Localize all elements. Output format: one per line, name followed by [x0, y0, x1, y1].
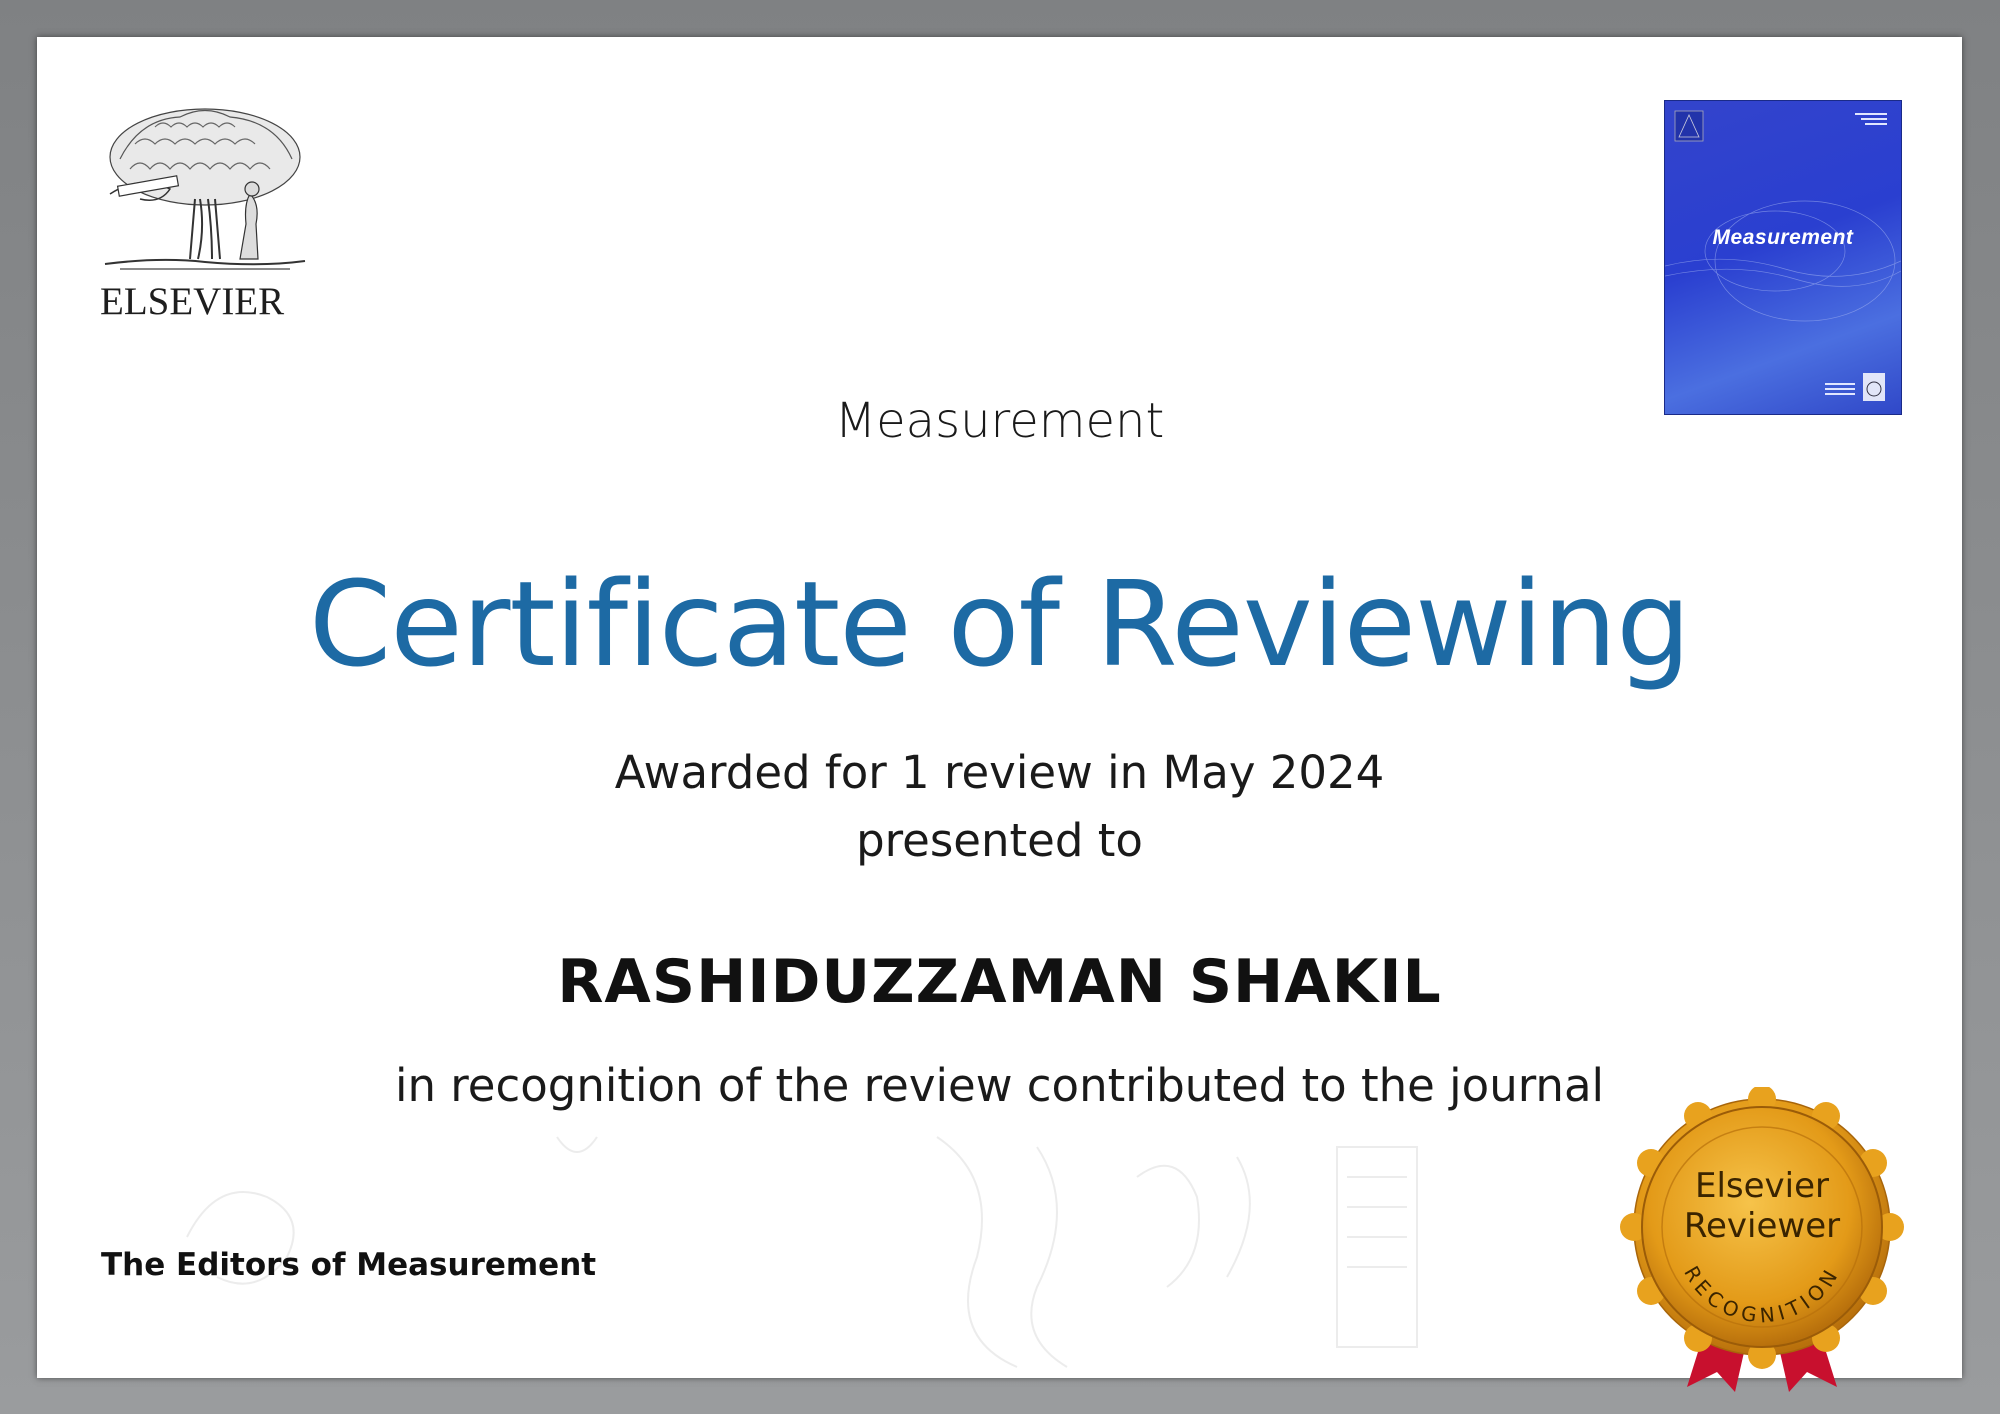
elsevier-logo [100, 99, 310, 323]
recipient-name: RASHIDUZZAMAN SHAKIL [557, 947, 1442, 1017]
reviewer-recognition-seal-icon [1617, 1087, 1907, 1397]
presented-line: presented to [856, 814, 1143, 867]
awarded-line: Awarded for 1 review in May 2024 [614, 746, 1385, 799]
elsevier-wordmark: ELSEVIER [100, 280, 285, 323]
journal-cover-icon [1665, 101, 1901, 414]
journal-cover [1664, 100, 1902, 415]
seal-ring-text: RECOGNITION [1679, 1261, 1845, 1328]
journal-name: Measurement [834, 393, 1165, 449]
seal-line2: Reviewer [1683, 1206, 1841, 1246]
seal-line1: Elsevier [1694, 1166, 1830, 1206]
journal-cover-title: Measurement [1712, 226, 1854, 249]
recognition-line: in recognition of the review contributed to the journal [394, 1059, 1605, 1112]
elsevier-tree-icon [100, 99, 310, 279]
certificate-sheet [37, 37, 1962, 1378]
editors-signature: The Editors of Measurement [101, 1247, 597, 1283]
certificate-title: Certificate of Reviewing [308, 555, 1691, 693]
award-statement [37, 739, 1962, 875]
